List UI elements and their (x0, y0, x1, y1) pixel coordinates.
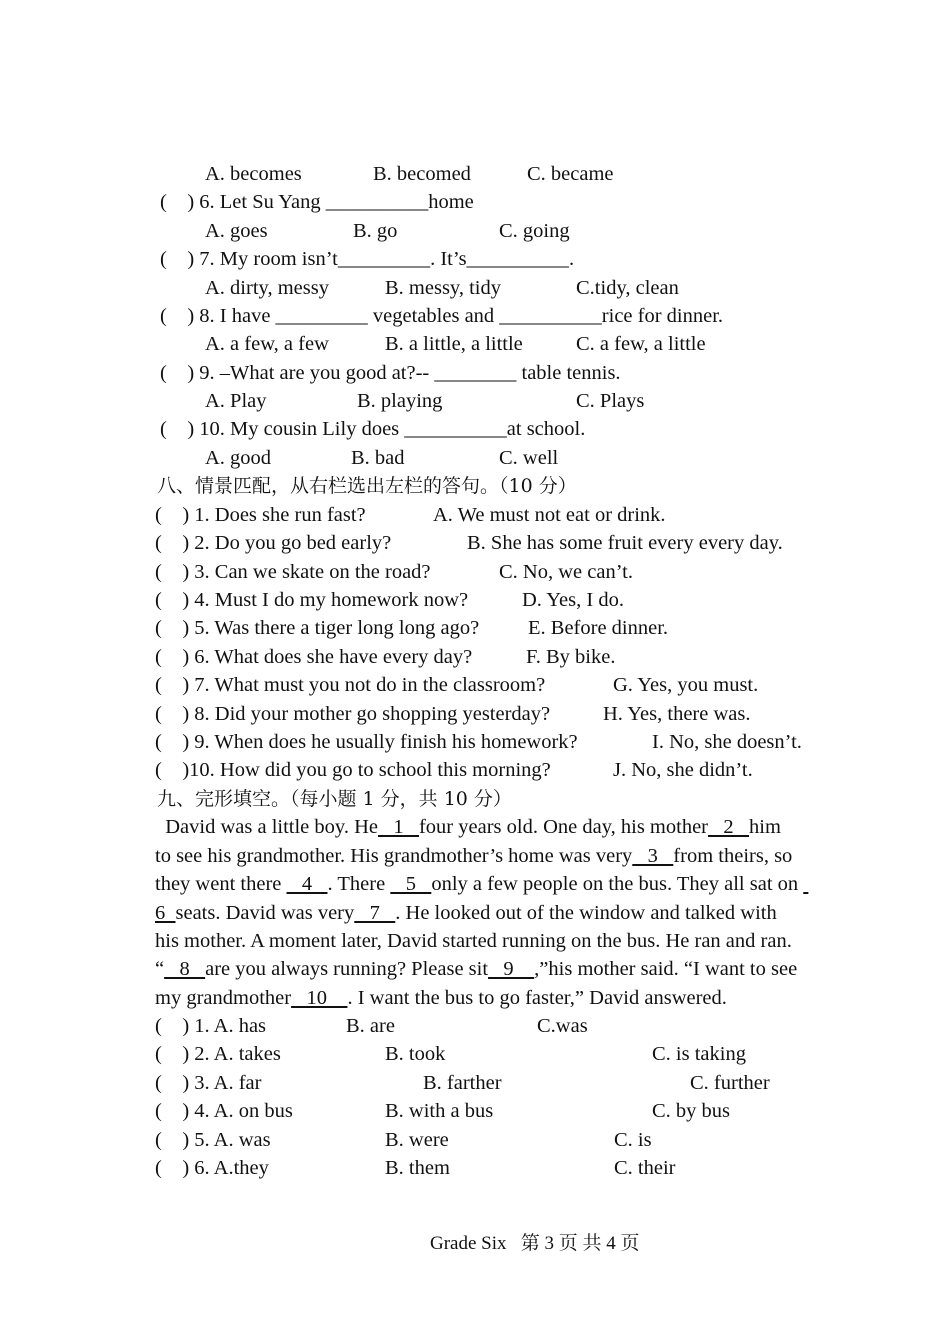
option-b: B. a little, a little (385, 333, 523, 355)
question-6: ( ) 6. Let Su Yang __________home (160, 191, 474, 213)
option-a: A. becomes (205, 163, 302, 185)
page-footer: Grade Six 第 3 页 共 4 页 (430, 1233, 640, 1254)
match-question: ( ) 3. Can we skate on the road? (155, 561, 431, 583)
blank-5: 5 (390, 873, 432, 895)
blank-4: 4 (286, 873, 328, 895)
blank-9: 9 (488, 958, 535, 980)
match-question: ( ) 8. Did your mother go shopping yesterday? (155, 703, 551, 725)
question-10: ( ) 10. My cousin Lily does __________at school. (160, 418, 586, 440)
match-answer: E. Before dinner. (528, 617, 669, 639)
cloze-option-b: B. with a bus (385, 1100, 494, 1122)
blank-3: 3 (632, 845, 674, 867)
match-answer: H. Yes, there was. (603, 703, 751, 725)
cloze-option-a: ( ) 1. A. has (155, 1015, 267, 1037)
match-question: ( ) 7. What must you not do in the classroom? (155, 674, 546, 696)
option-a: A. a few, a few (205, 333, 329, 355)
match-question: ( ) 2. Do you go bed early? (155, 532, 392, 554)
option-a: A. good (205, 447, 272, 469)
match-question: ( ) 1. Does she run fast? (155, 504, 366, 526)
blank-6: 6 (155, 902, 176, 924)
option-b: B. messy, tidy (385, 277, 501, 299)
option-c: C. a few, a little (576, 333, 706, 355)
blank-2: 2 (708, 816, 749, 838)
cloze-passage-line (155, 814, 781, 840)
option-a: A. goes (205, 220, 268, 242)
option-c: C.tidy, clean (576, 277, 679, 299)
cloze-option-b: B. them (385, 1157, 450, 1179)
blank-10: 10 (291, 987, 348, 1009)
cloze-option-c: C. by bus (652, 1100, 731, 1122)
match-answer: D. Yes, I do. (522, 589, 624, 611)
match-question: ( )10. How did you go to school this morning? (155, 759, 551, 781)
text: are you always running? Please sit (205, 958, 489, 980)
text: to see his grandmother. His grandmother’s home was very (155, 845, 633, 867)
text: from theirs, so (673, 845, 793, 867)
match-answer: A. We must not eat or drink. (433, 504, 666, 526)
match-answer: C. No, we can’t. (499, 561, 633, 583)
option-b: B. go (353, 220, 398, 242)
cloze-option-b: B. farther (423, 1072, 502, 1094)
cloze-option-c: C. is (614, 1129, 652, 1151)
option-a: A. dirty, messy (205, 277, 329, 299)
cloze-option-a: ( ) 5. A. was (155, 1129, 271, 1151)
option-c: C. Plays (576, 390, 645, 412)
text: him (749, 816, 781, 838)
text: . He looked out of the window and talked with (395, 902, 777, 924)
option-b: B. bad (351, 447, 405, 469)
option-b: B. becomed (373, 163, 471, 185)
option-b: B. playing (357, 390, 443, 412)
cloze-option-b: B. were (385, 1129, 449, 1151)
cloze-option-c: C.was (537, 1015, 588, 1037)
cloze-option-a: ( ) 2. A. takes (155, 1043, 281, 1065)
cloze-passage-line (155, 900, 777, 926)
cloze-passage-line (155, 985, 727, 1011)
match-question: ( ) 9. When does he usually finish his homework? (155, 731, 578, 753)
cloze-option-c: C. is taking (652, 1043, 746, 1065)
cloze-option-b: B. took (385, 1043, 446, 1065)
question-7: ( ) 7. My room isn’t_________. It’s__________. (160, 248, 575, 270)
option-c: C. going (499, 220, 570, 242)
match-answer: G. Yes, you must. (613, 674, 759, 696)
cloze-passage-line (155, 871, 808, 897)
match-answer: B. She has some fruit every every day. (467, 532, 783, 554)
text: David was a little boy. He (155, 816, 378, 838)
blank-6-start (803, 873, 808, 895)
text: only a few people on the bus. They all sat on (431, 873, 804, 895)
section-9-title: 九、完形填空。（每小题 1 分，共 10 分） (157, 788, 512, 810)
match-question: ( ) 6. What does she have every day? (155, 646, 473, 668)
blank-1: 1 (377, 816, 419, 838)
text: . I want the bus to go faster,” David answered. (347, 987, 727, 1009)
text: “ (155, 958, 165, 980)
text: ,”his mother said. “I want to see (534, 958, 798, 980)
cloze-option-a: ( ) 3. A. far (155, 1072, 262, 1094)
cloze-option-a: ( ) 4. A. on bus (155, 1100, 293, 1122)
match-question: ( ) 4. Must I do my homework now? (155, 589, 469, 611)
cloze-passage-line (155, 956, 797, 982)
question-9: ( ) 9. –What are you good at?-- ________ table tennis. (160, 362, 621, 384)
option-a: A. Play (205, 390, 267, 412)
match-answer: J. No, she didn’t. (613, 759, 753, 781)
cloze-option-c: C. further (690, 1072, 770, 1094)
text: my grandmother (155, 987, 292, 1009)
match-answer: I. No, she doesn’t. (652, 731, 802, 753)
match-answer: F. By bike. (526, 646, 616, 668)
match-question: ( ) 5. Was there a tiger long long ago? (155, 617, 480, 639)
question-8: ( ) 8. I have _________ vegetables and __________rice for dinner. (160, 305, 724, 327)
cloze-passage-line: his mother. A moment later, David started running on the bus. He ran and ran. (155, 930, 792, 952)
text: four years old. One day, his mother (418, 816, 708, 838)
section-8-title: 八、情景匹配，从右栏选出左栏的答句。（10 分） (157, 475, 577, 497)
cloze-option-a: ( ) 6. A.they (155, 1157, 269, 1179)
blank-7: 7 (354, 902, 396, 924)
cloze-option-c: C. their (614, 1157, 676, 1179)
text: seats. David was very (175, 902, 355, 924)
cloze-passage-line (155, 843, 792, 869)
text: . There (327, 873, 391, 895)
cloze-option-b: B. are (346, 1015, 395, 1037)
blank-8: 8 (164, 958, 206, 980)
text: they went there (155, 873, 287, 895)
option-c: C. well (499, 447, 559, 469)
option-c: C. became (527, 163, 614, 185)
